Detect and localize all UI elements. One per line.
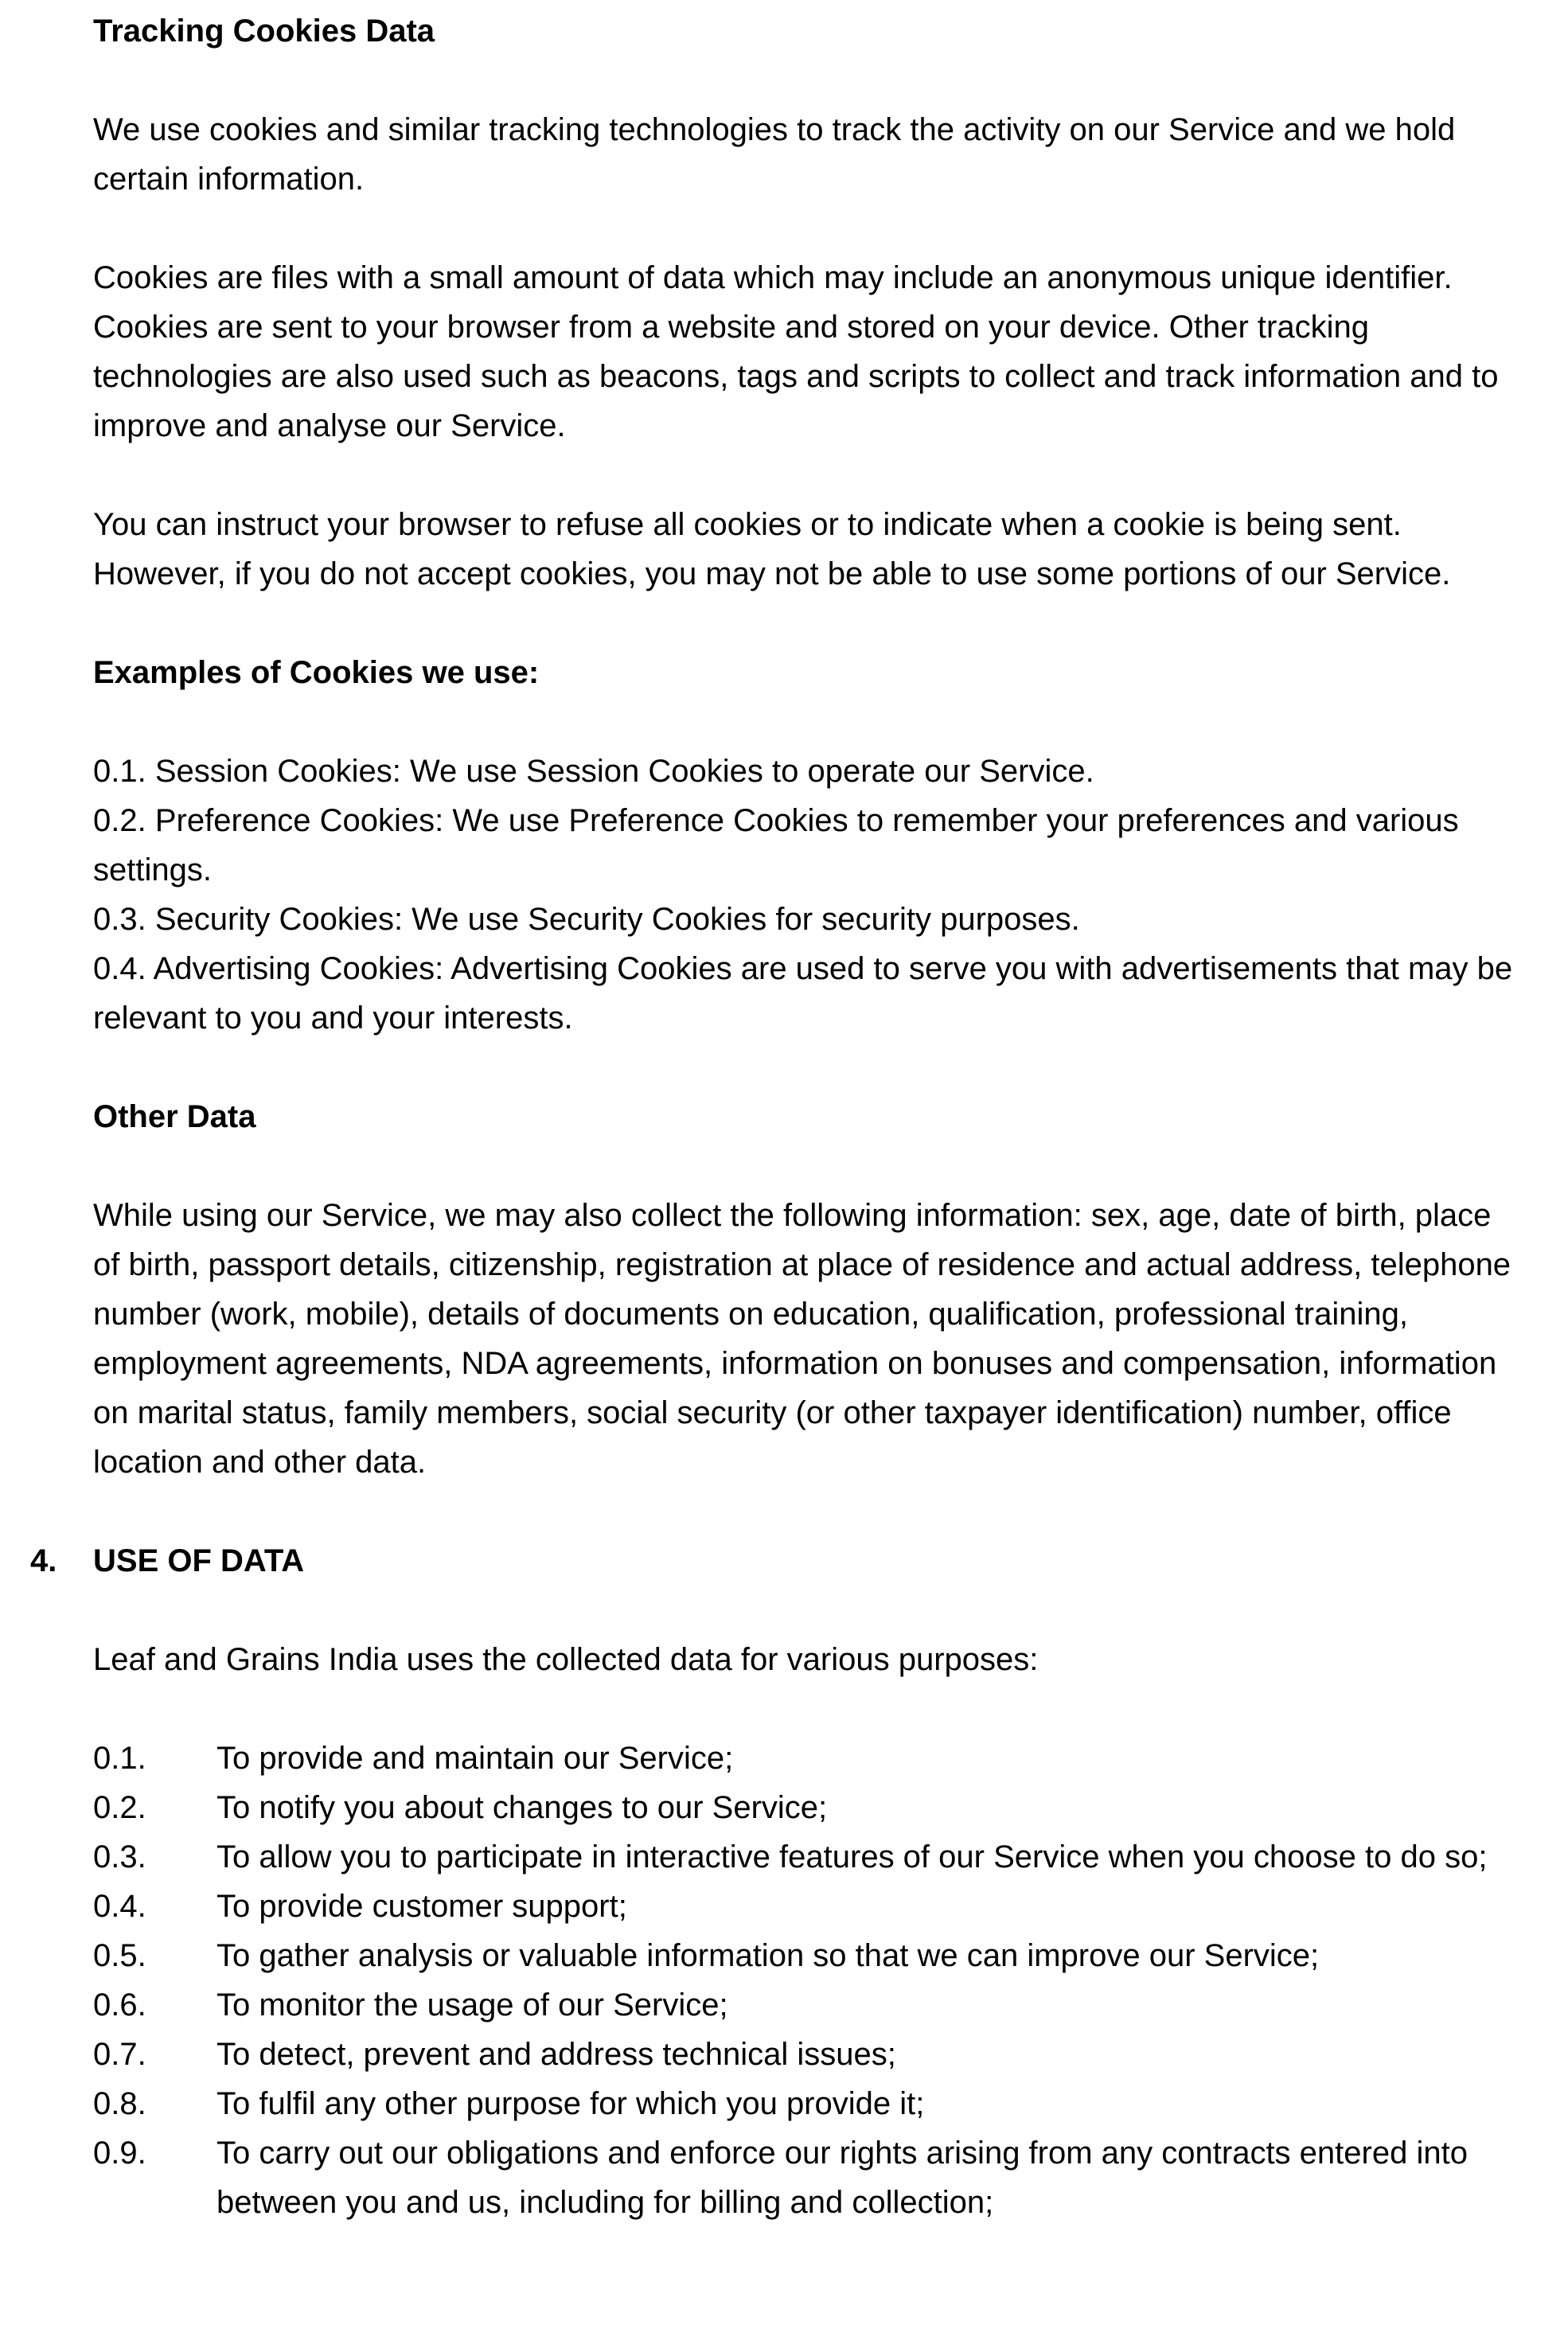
list-item-text: To monitor the usage of our Service; bbox=[216, 1988, 728, 2023]
list-item-text: To notify you about changes to our Service; bbox=[216, 1790, 828, 1825]
list-item-text: To gather analysis or valuable information so that we can improve our Service; bbox=[216, 1938, 1320, 1973]
examples-section bbox=[0, 648, 1568, 1092]
other-data-heading: Other Data bbox=[93, 1099, 256, 1134]
list-item-number: 0.9. bbox=[93, 2136, 146, 2171]
list-item bbox=[93, 2079, 1522, 2128]
list-item bbox=[93, 2128, 1522, 2227]
list-item bbox=[93, 1734, 1522, 1783]
tracking-section bbox=[0, 6, 1568, 648]
list-item-text: To provide customer support; bbox=[216, 1889, 627, 1924]
examples-list bbox=[93, 747, 1522, 1043]
list-item bbox=[93, 1783, 1522, 1832]
list-item bbox=[93, 1882, 1522, 1931]
other-data-paragraph: While using our Service, we may also collect the following information: sex, age, date of birth, place of birth, passport details, citizenship, registration at place of residence and actual address, telephone number (work, mobile), details of documents on education, qualification, professional training, employment agreements, NDA agreements, information on bonuses and compensation, information on marital status, family members, social security (or other taxpayer identification) number, office location and other data. bbox=[93, 1198, 1511, 1480]
use-of-data-intro-block bbox=[0, 1635, 1568, 1684]
use-of-data-section bbox=[0, 1536, 1568, 2227]
list-item-number: 0.3. bbox=[93, 1839, 146, 1874]
list-item-text: To provide and maintain our Service; bbox=[216, 1741, 734, 1776]
tracking-heading: Tracking Cookies Data bbox=[93, 14, 435, 49]
other-data-section bbox=[0, 1092, 1568, 1536]
list-item bbox=[93, 1832, 1522, 1882]
list-item: 0.3. Security Cookies: We use Security Cookies for security purposes. bbox=[93, 902, 1080, 937]
list-item-number: 0.6. bbox=[93, 1988, 146, 2023]
tracking-paragraph-3: You can instruct your browser to refuse all cookies or to indicate when a cookie is being sent. However, if you do not accept cookies, you may not be able to use some portions of our Service. bbox=[93, 507, 1451, 591]
list-item: 0.2. Preference Cookies: We use Preference Cookies to remember your preferences and various settings. bbox=[93, 803, 1459, 887]
list-item-number: 0.2. bbox=[93, 1790, 146, 1825]
list-item: 0.4. Advertising Cookies: Advertising Cookies are used to serve you with advertisements that may be relevant to you and your interests. bbox=[93, 951, 1513, 1036]
use-of-data-intro: Leaf and Grains India uses the collected data for various purposes: bbox=[93, 1642, 1039, 1677]
list-item-text: To detect, prevent and address technical issues; bbox=[216, 2037, 896, 2072]
use-of-data-list bbox=[0, 1734, 1568, 2227]
tracking-paragraph-2: Cookies are files with a small amount of data which may include an anonymous unique identifier. Cookies are sent to your browser from a website and stored on your device. Other tracking technologies are also used such as beacons, tags and scripts to collect and track information and to improve and analyse our Service. bbox=[93, 260, 1499, 443]
document-page bbox=[0, 6, 1568, 2227]
list-item-text: To allow you to participate in interactive features of our Service when you choose to do so; bbox=[216, 1839, 1488, 1874]
list-item: 0.1. Session Cookies: We use Session Cookies to operate our Service. bbox=[93, 754, 1094, 789]
list-item bbox=[93, 2030, 1522, 2079]
list-item-number: 0.8. bbox=[93, 2086, 146, 2121]
list-item-number: 0.7. bbox=[93, 2037, 146, 2072]
list-item-number: 0.4. bbox=[93, 1889, 146, 1924]
examples-heading: Examples of Cookies we use: bbox=[93, 655, 540, 690]
list-item-number: 0.5. bbox=[93, 1938, 146, 1973]
use-of-data-heading: USE OF DATA bbox=[93, 1543, 305, 1578]
list-item-text: To fulfil any other purpose for which you provide it; bbox=[216, 2086, 925, 2121]
list-item-number: 0.1. bbox=[93, 1741, 146, 1776]
list-item bbox=[93, 1980, 1522, 2030]
list-item-text: To carry out our obligations and enforce our rights arising from any contracts entered into between you and us, including for billing and collection; bbox=[216, 2136, 1468, 2220]
list-item bbox=[93, 1931, 1522, 1980]
section-number: 4. bbox=[30, 1543, 57, 1578]
tracking-paragraph-1: We use cookies and similar tracking technologies to track the activity on our Service and we hold certain information. bbox=[93, 112, 1456, 197]
use-of-data-heading-row bbox=[0, 1536, 1568, 1586]
